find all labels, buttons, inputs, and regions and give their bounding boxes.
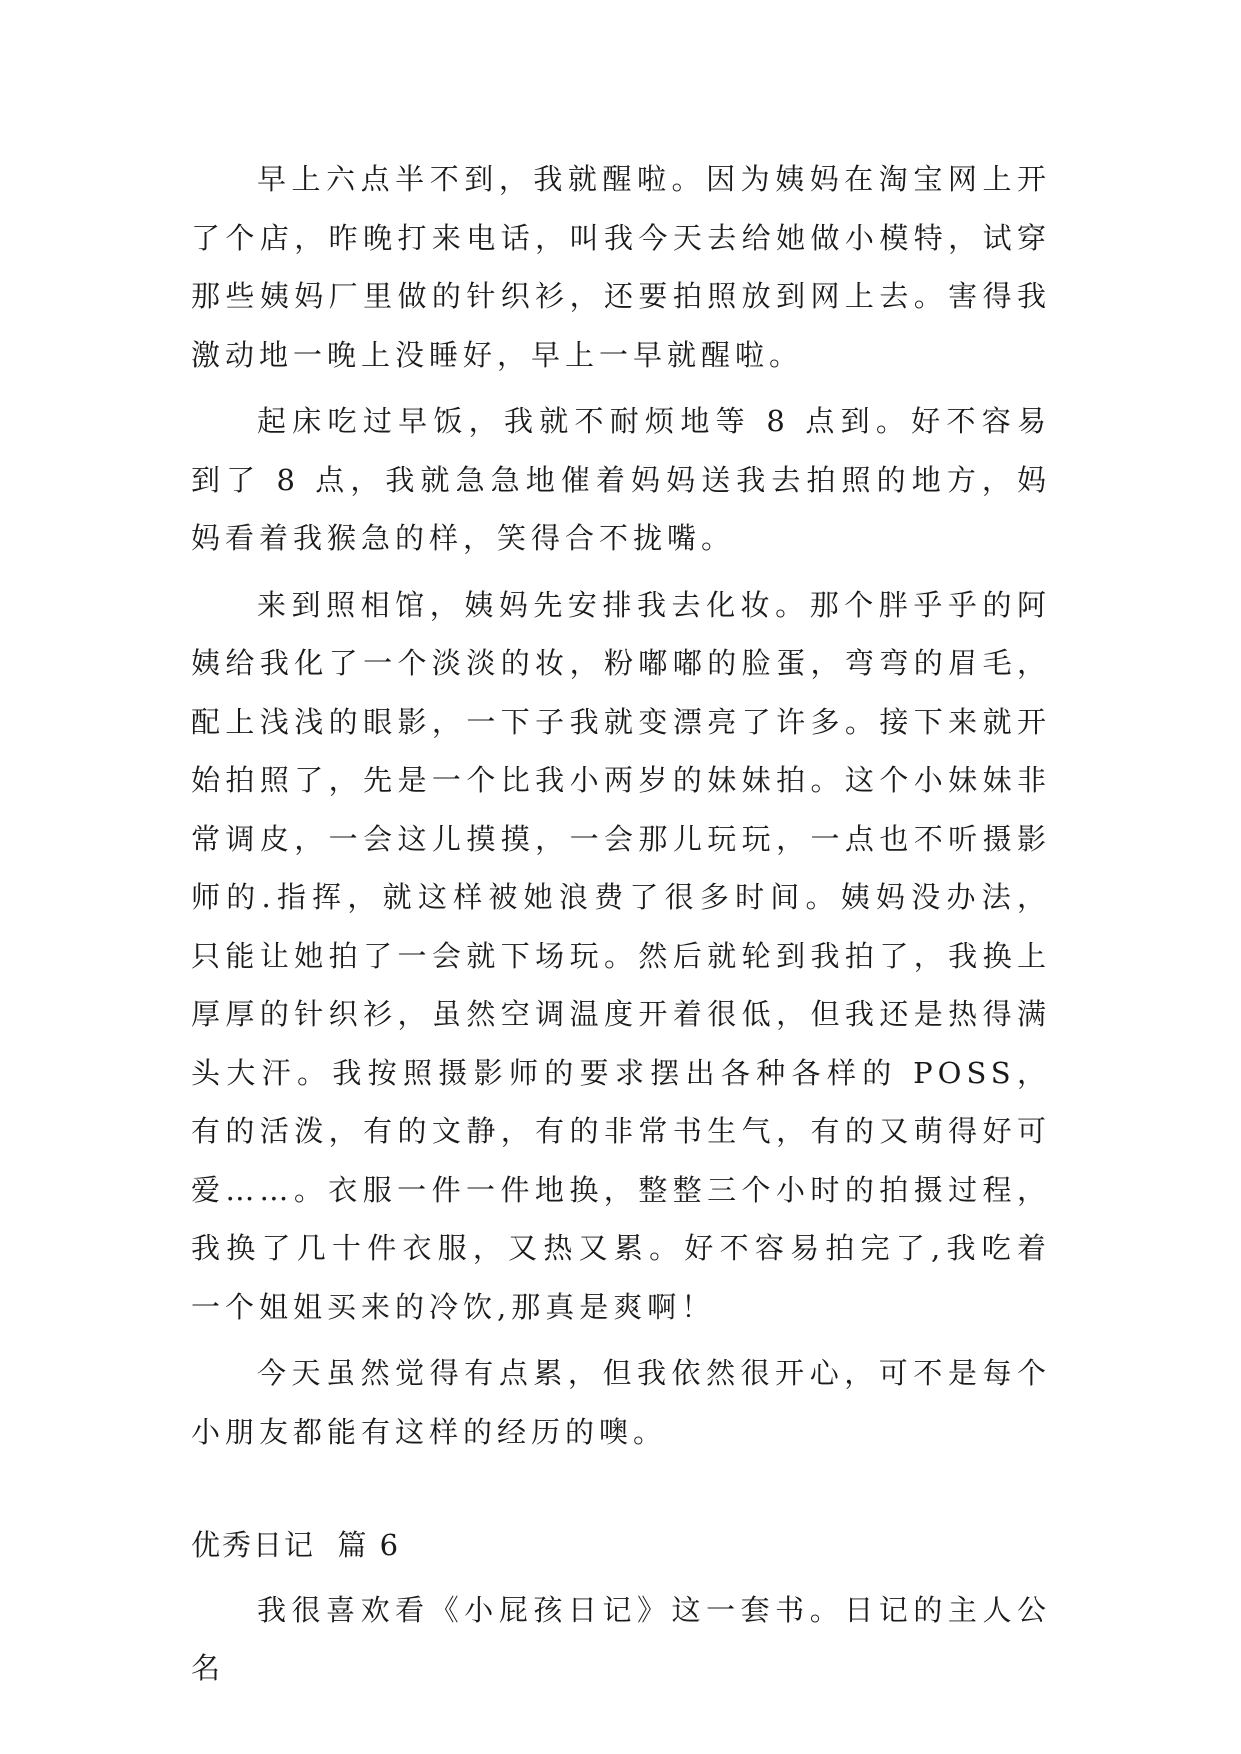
next-paragraph: 我很喜欢看《小屁孩日记》这一套书。日记的主人公名	[191, 1592, 1051, 1685]
paragraph-1: 早上六点半不到，我就醒啦。因为姨妈在淘宝网上开了个店，昨晚打来电话，叫我今天去给她做小模特，试穿那些姨妈厂里做的针织衫，还要拍照放到网上去。害得我激动地一晚上没睡好，早上一早就醒啦。	[191, 162, 1051, 372]
paragraph-3: 来到照相馆，姨妈先安排我去化妆。那个胖乎乎的阿姨给我化了一个淡淡的妆，粉嘟嘟的脸蛋，弯弯的眉毛，配上浅浅的眼影，一下子我就变漂亮了许多。接下来就开始拍照了，先是一个比我小两岁的妹妹拍。这个小妹妹非常调皮，一会这儿摸摸，一会那儿玩玩，一点也不听摄影师的.指挥，就这样被她浪费了很多时间。姨妈没办法，只能让她拍了一会就下场玩。然后就轮到我拍了，我换上厚厚的针织衫，虽然空调温度开着很低，但我还是热得满头大汗。我按照摄影师的要求摆出各种各样的 POSS，有的活泼，有的文静，有的非常书生气，有的又萌得好可爱……。衣服一件一件地换，整整三个小时的拍摄过程，我换了几十件衣服，又热又累。好不容易拍完了,我吃着一个姐姐买来的冷饮,那真是爽啊！	[191, 587, 1051, 1324]
paragraph-4: 今天虽然觉得有点累，但我依然很开心，可不是每个小朋友都能有这样的经历的噢。	[191, 1356, 1051, 1449]
diary-text	[191, 150, 1051, 1698]
section-heading: 优秀日记 篇 6	[191, 1528, 401, 1562]
paragraph-2: 起床吃过早饭，我就不耐烦地等 8 点到。好不容易到了 8 点，我就急急地催着妈妈送我去拍照的地方，妈妈看着我猴急的样，笑得合不拢嘴。	[191, 404, 1051, 555]
